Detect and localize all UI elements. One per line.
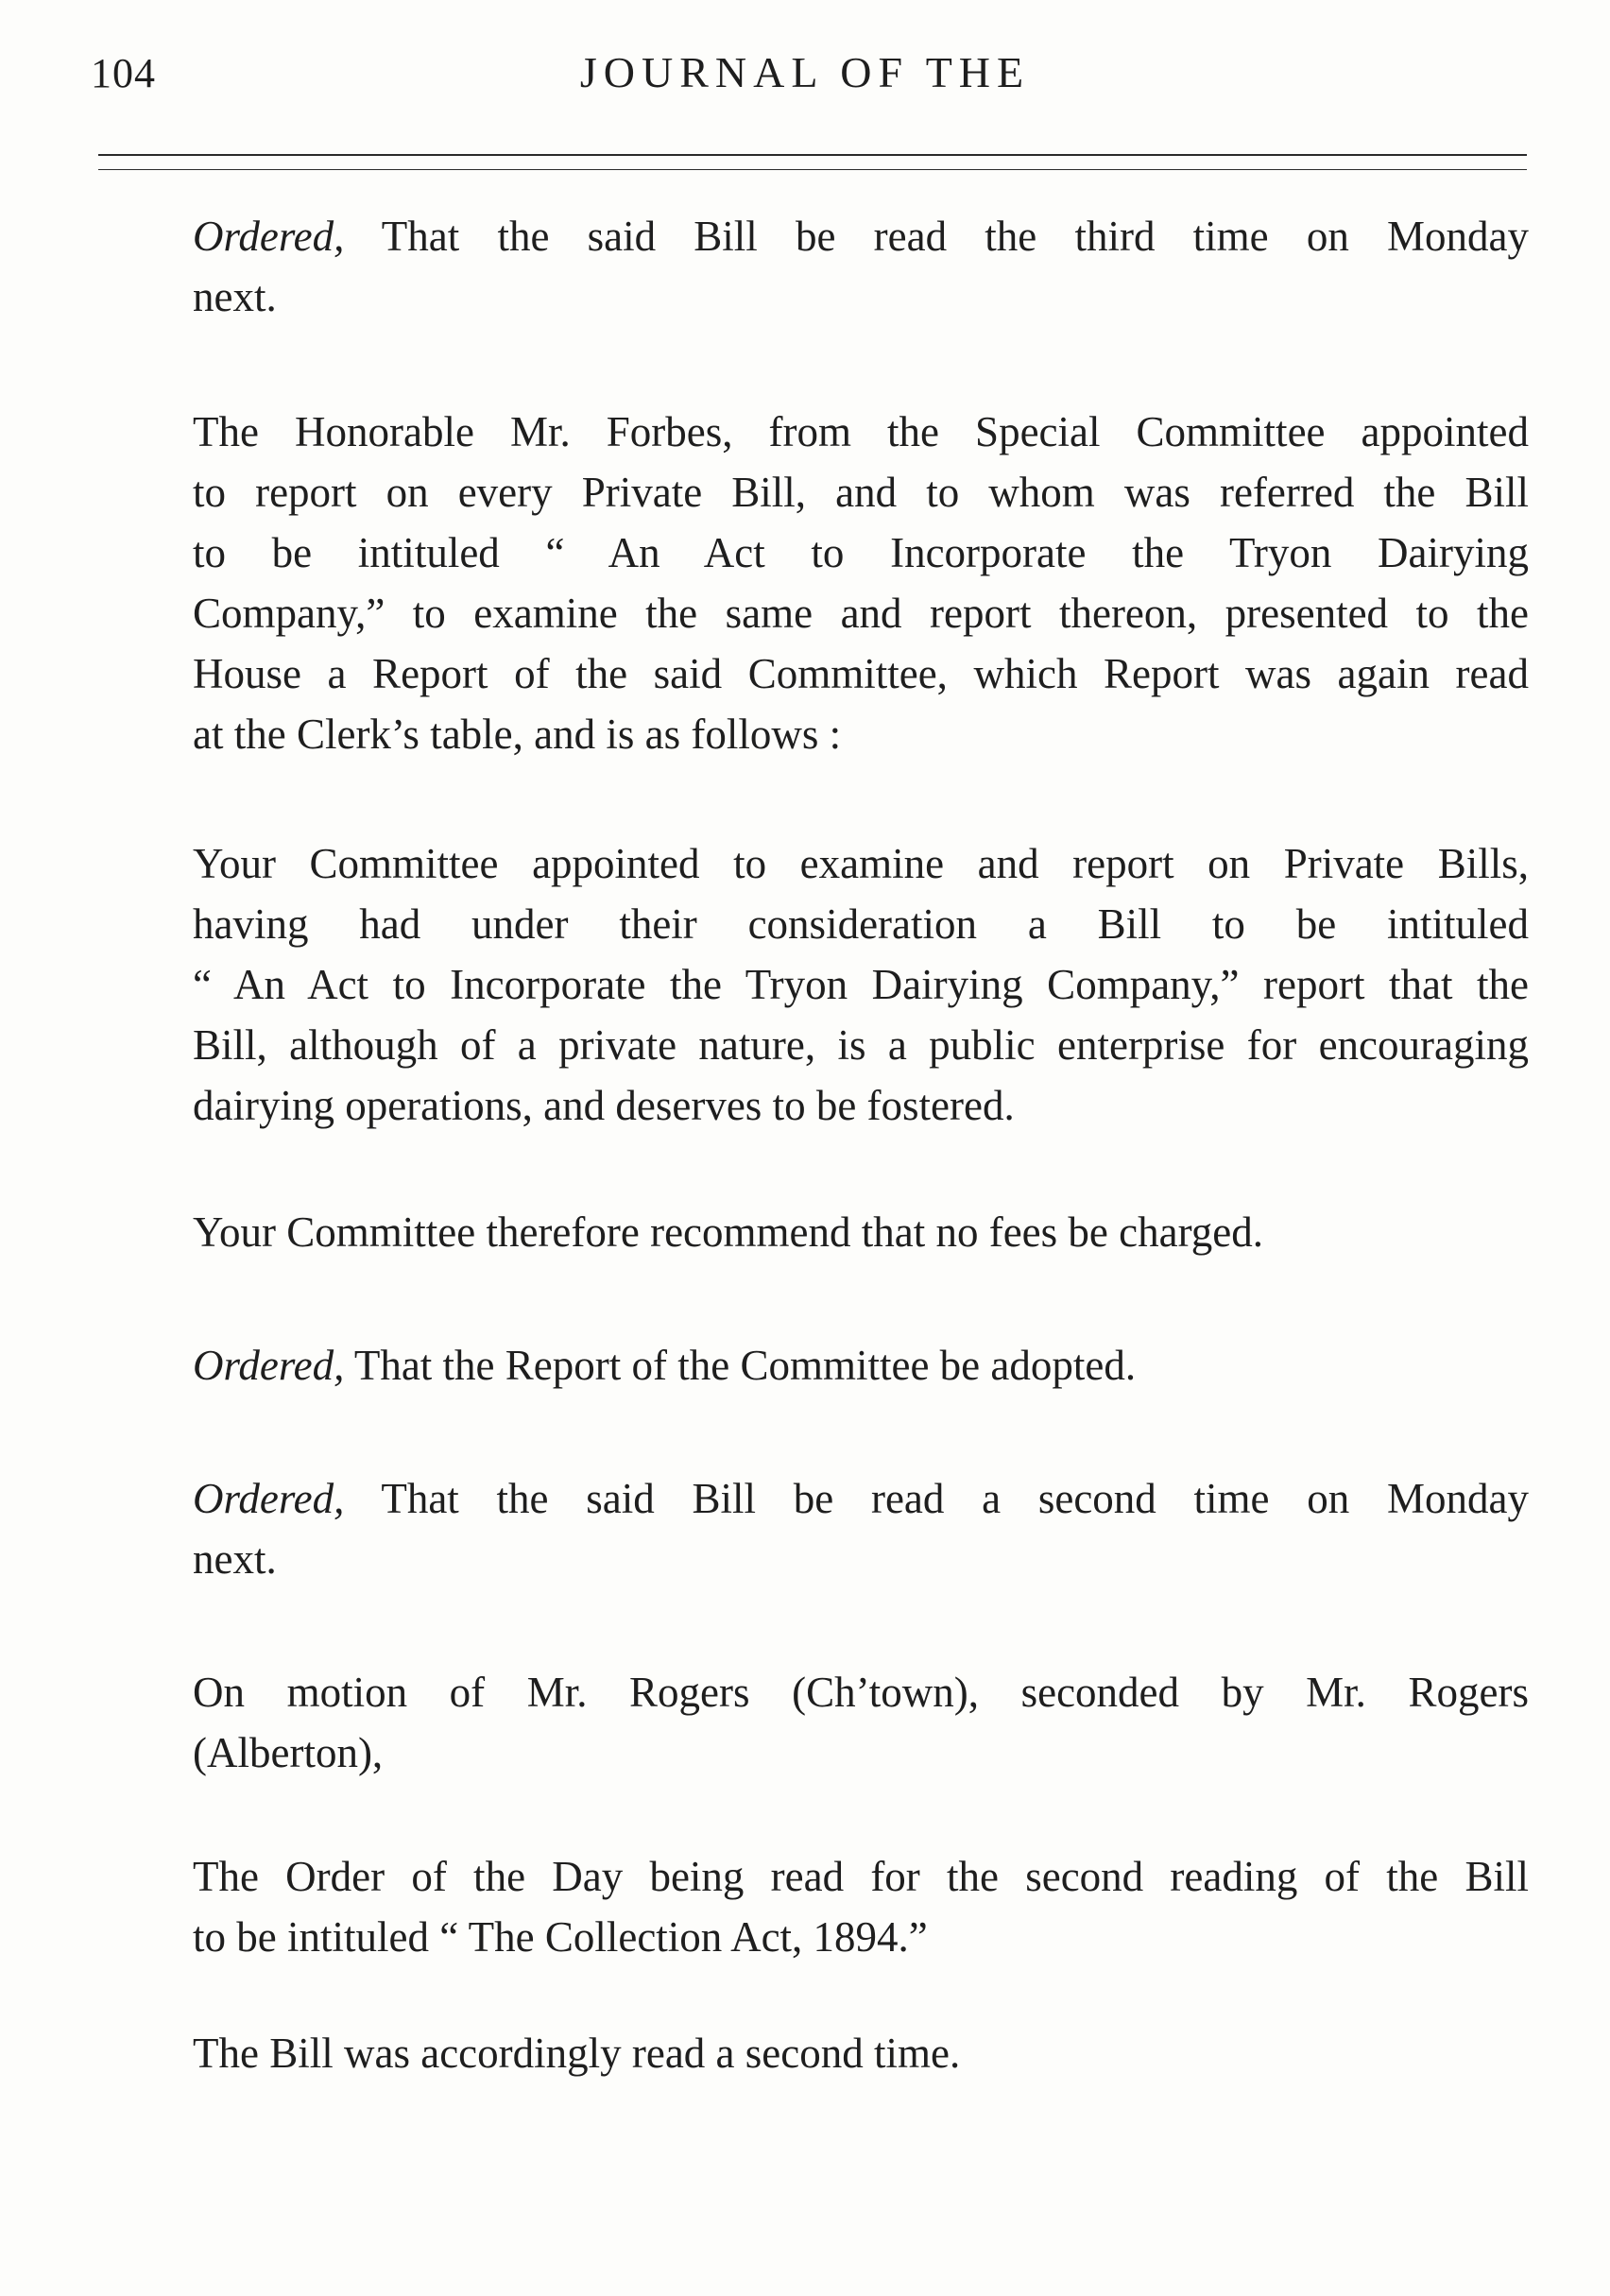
paragraph-ordered-third-reading — [94, 206, 1529, 327]
ordered-lead: Ordered, — [193, 1342, 345, 1389]
running-head: JOURNAL OF THE — [579, 48, 1031, 96]
paragraph-line: Ordered, That the said Bill be read the third time on Monday — [193, 213, 1529, 260]
page-number: 104 — [91, 50, 156, 96]
ordered-lead: Ordered, — [193, 213, 345, 260]
paragraph-line: next. — [193, 273, 277, 320]
paragraph-order-of-day — [94, 1846, 1529, 1967]
paragraph-line: Ordered, That the said Bill be read a second time on Monday — [193, 1475, 1529, 1522]
paragraph-line: Company,” to examine the same and report thereon, presented to the — [193, 590, 1529, 637]
paragraph-line: to report on every Private Bill, and to whom was referred the Bill — [193, 469, 1529, 516]
paragraph-line: to be intituled “ The Collection Act, 1894.” — [193, 1913, 928, 1961]
paragraph-line: Your Committee therefore recommend that no fees be charged. — [193, 1208, 1263, 1256]
paragraph-committee-report-body — [94, 833, 1529, 1136]
paragraph-motion — [94, 1662, 1529, 1783]
paragraph-report-adopted — [94, 1335, 1529, 1396]
paragraph-line: (Alberton), — [193, 1729, 384, 1776]
paragraph-line: Bill, although of a private nature, is a public enterprise for encouraging — [193, 1021, 1529, 1069]
ordered-lead: Ordered, — [193, 1475, 345, 1522]
header-rule-bottom — [98, 169, 1527, 170]
paragraph-ordered-second-reading — [94, 1468, 1529, 1589]
paragraph-line: having had under their consideration a Bill to be intituled — [193, 900, 1529, 948]
paragraph-bill-read — [94, 2023, 1529, 2083]
paragraph-line: to be intituled “ An Act to Incorporate the Tryon Dairying — [193, 529, 1529, 576]
paragraph-line: Ordered, That the Report of the Committee be adopted. — [193, 1342, 1137, 1389]
paragraph-line: next. — [193, 1535, 277, 1583]
paragraph-line: “ An Act to Incorporate the Tryon Dairying Company,” report that the — [193, 961, 1529, 1008]
paragraph-line: The Bill was accordingly read a second time. — [193, 2030, 961, 2077]
paragraph-line: On motion of Mr. Rogers (Ch’town), seconded by Mr. Rogers — [193, 1669, 1529, 1716]
paragraph-line: Your Committee appointed to examine and report on Private Bills, — [193, 840, 1529, 887]
paragraph-line: The Order of the Day being read for the second reading of the Bill — [193, 1853, 1529, 1900]
paragraph-line: The Honorable Mr. Forbes, from the Special Committee appointed — [193, 408, 1529, 455]
paragraph-line: at the Clerk’s table, and is as follows : — [193, 711, 842, 758]
paragraph-line: dairying operations, and deserves to be fostered. — [193, 1082, 1015, 1129]
paragraph-line: House a Report of the said Committee, which Report was again read — [193, 650, 1529, 697]
paragraph-no-fees — [94, 1202, 1529, 1262]
header-rule-top — [98, 154, 1527, 156]
paragraph-committee-report-intro — [94, 402, 1529, 764]
